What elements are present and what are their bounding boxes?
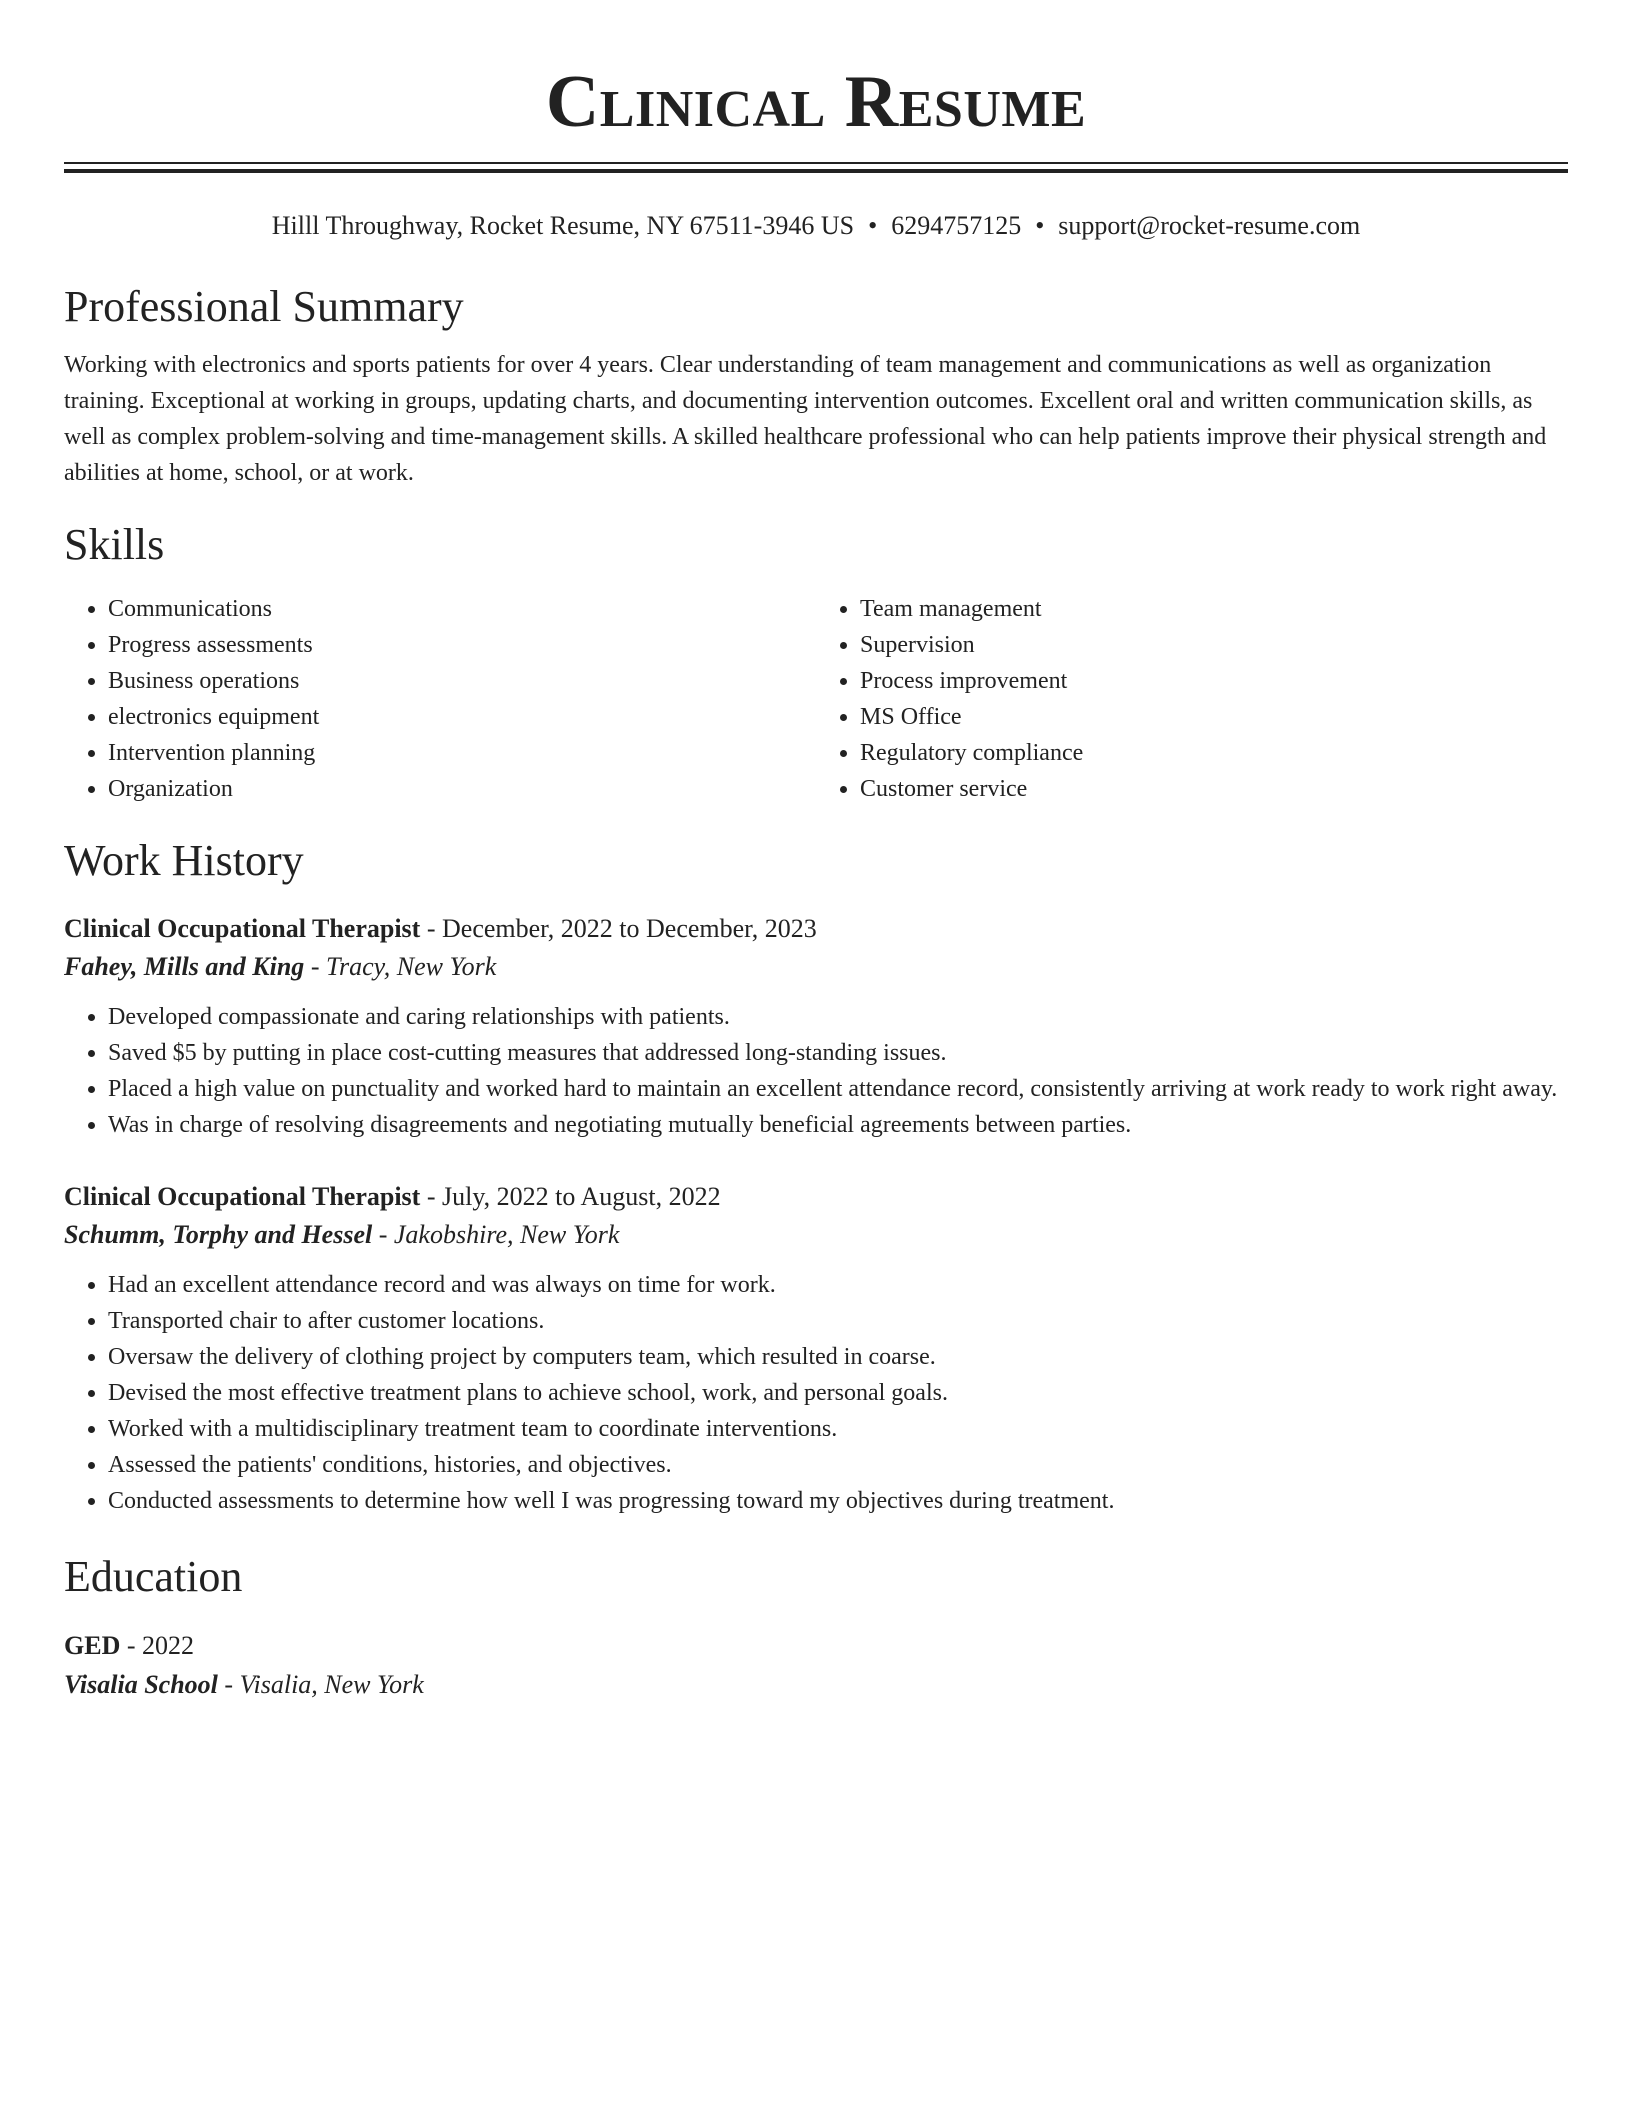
degree-name: GED — [64, 1631, 121, 1660]
skill-item: • Customer service — [860, 771, 1568, 807]
job-bullet: • Saved $5 by putting in place cost-cutting measures that addressed long-standing issues. — [108, 1035, 1568, 1071]
job-dates: December, 2022 to December, 2023 — [442, 914, 817, 943]
job-bullet: • Conducted assessments to determine how well I was progressing toward my objectives during treatment. — [108, 1483, 1568, 1519]
title-rule-thin — [64, 162, 1568, 164]
school-dash: - — [217, 1670, 240, 1699]
company-location: Jakobshire, New York — [393, 1220, 620, 1249]
resume-title: Clinical Resume — [545, 61, 1087, 143]
education-entry — [64, 1627, 1568, 1705]
skills-column-right — [816, 591, 1568, 807]
company-line — [64, 947, 1568, 987]
skills-list — [64, 591, 1568, 807]
degree-line — [64, 1627, 1568, 1665]
degree-year: 2022 — [142, 1631, 195, 1660]
skill-item: • Intervention planning — [108, 735, 816, 771]
company-dash: - — [304, 952, 326, 981]
job-bullet: • Developed compassionate and caring relationships with patients. — [108, 999, 1568, 1035]
company-name: Schumm, Torphy and Hessel — [64, 1220, 373, 1249]
skill-item: • Progress assessments — [108, 627, 816, 663]
job-entry — [64, 1179, 1568, 1519]
skill-item: • Communications — [108, 591, 816, 627]
job-bullet: • Devised the most effective treatment plans to achieve school, work, and personal goals. — [108, 1375, 1568, 1411]
job-title: Clinical Occupational Therapist — [64, 914, 421, 943]
job-bullet: • Oversaw the delivery of clothing project by computers team, which resulted in coarse. — [108, 1339, 1568, 1375]
title-rule-thick — [64, 169, 1568, 173]
job-bullet: • Was in charge of resolving disagreements and negotiating mutually beneficial agreements between parties. — [108, 1107, 1568, 1143]
skill-item: • Team management — [860, 591, 1568, 627]
company-line — [64, 1215, 1568, 1255]
work-history-heading: Work History — [64, 836, 304, 885]
skill-item: • Business operations — [108, 663, 816, 699]
company-dash: - — [372, 1220, 394, 1249]
job-bullet: • Worked with a multidisciplinary treatment team to coordinate interventions. — [108, 1411, 1568, 1447]
job-dates: July, 2022 to August, 2022 — [442, 1182, 721, 1211]
job-title-line — [64, 911, 1568, 947]
job-bullet: • Placed a high value on punctuality and worked hard to maintain an excellent attendance record, consistently arriving at work ready to work right away. — [108, 1071, 1568, 1107]
contact-line — [64, 209, 1568, 243]
skills-column-left — [64, 591, 816, 807]
contact-address: Hilll Throughway, Rocket Resume, NY 67511-3946 US — [271, 211, 855, 240]
summary-heading: Professional Summary — [64, 282, 464, 331]
job-title-line — [64, 1179, 1568, 1215]
job-bullet: • Had an excellent attendance record and was always on time for work. — [108, 1267, 1568, 1303]
school-line — [64, 1665, 1568, 1705]
skill-item: • electronics equipment — [108, 699, 816, 735]
skill-item: • Organization — [108, 771, 816, 807]
education-heading: Education — [64, 1552, 243, 1601]
job-bullet: • Assessed the patients' conditions, histories, and objectives. — [108, 1447, 1568, 1483]
company-location: Tracy, New York — [325, 952, 497, 981]
school-location: Visalia, New York — [239, 1670, 424, 1699]
job-entry — [64, 911, 1568, 1143]
skills-heading: Skills — [64, 520, 165, 569]
company-name: Fahey, Mills and King — [64, 952, 305, 981]
skill-item: • MS Office — [860, 699, 1568, 735]
degree-dash: - — [120, 1631, 143, 1660]
job-bullets — [64, 1267, 1568, 1519]
job-dash: - — [420, 914, 443, 943]
skill-item: • Supervision — [860, 627, 1568, 663]
job-bullet: • Transported chair to after customer locations. — [108, 1303, 1568, 1339]
contact-separator: • — [868, 211, 878, 240]
job-bullets — [64, 999, 1568, 1143]
title-double-rule — [64, 162, 1568, 173]
summary-text: Working with electronics and sports patients for over 4 years. Clear understanding of team management and communications as well as organization training. Exceptional at working in groups, updating charts, and documenting intervention outcomes. Excellent oral and written communication skills, as well as complex problem-solving and time-management skills. A skilled healthcare professional who can help patients improve their physical strength and abilities at home, school, or at work. — [64, 352, 1547, 486]
school-name: Visalia School — [64, 1670, 218, 1699]
contact-phone: 6294757125 — [891, 211, 1022, 240]
contact-email: support@rocket-resume.com — [1058, 211, 1361, 240]
job-title: Clinical Occupational Therapist — [64, 1182, 421, 1211]
job-dash: - — [420, 1182, 443, 1211]
skill-item: • Process improvement — [860, 663, 1568, 699]
skill-item: • Regulatory compliance — [860, 735, 1568, 771]
contact-separator: • — [1035, 211, 1045, 240]
